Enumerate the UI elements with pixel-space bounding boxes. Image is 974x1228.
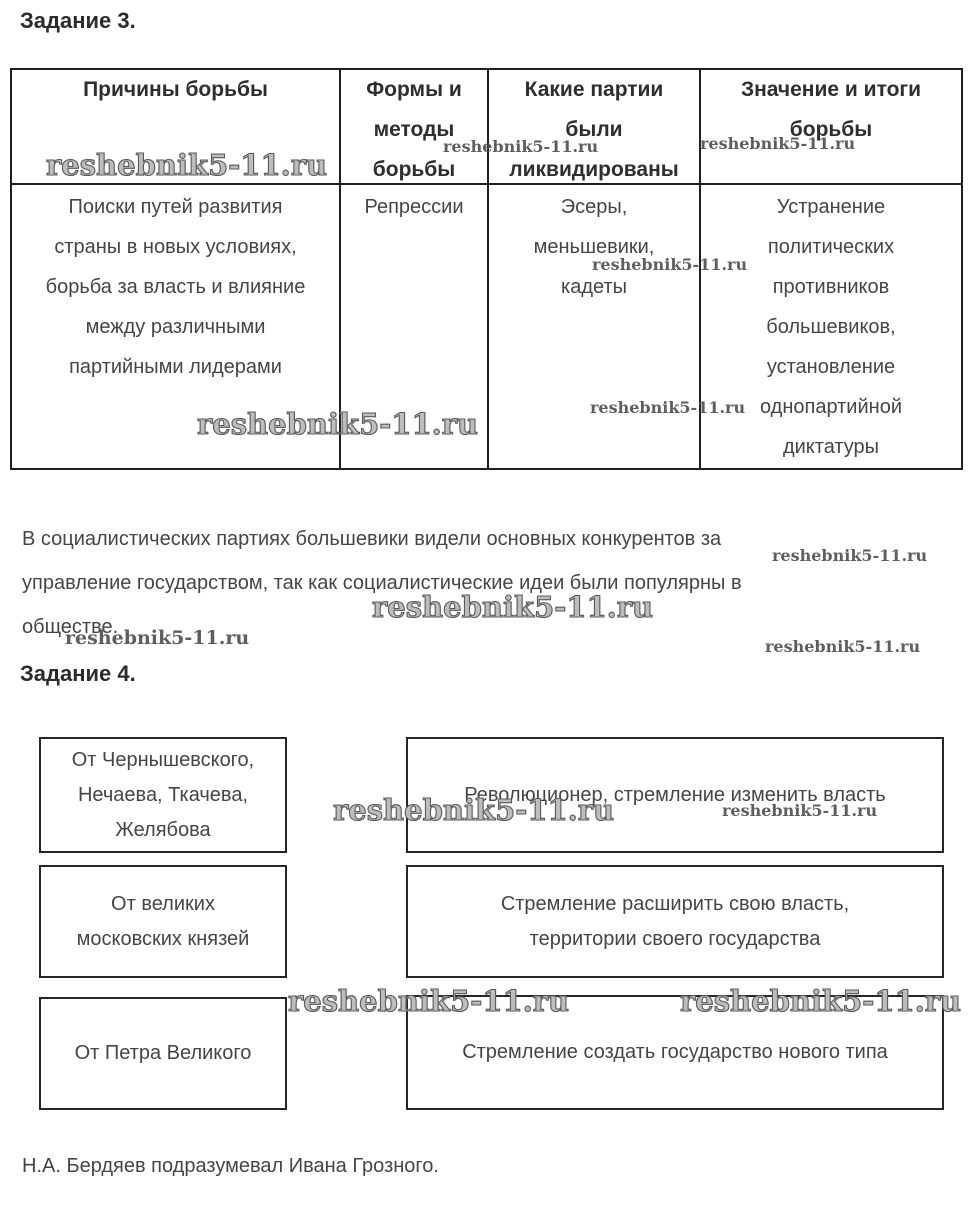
header-line: борьбы	[372, 158, 456, 181]
watermark: reshebnik5-11.ru	[288, 984, 570, 1018]
task4-heading: Задание 4.	[20, 661, 136, 686]
table-cell-reasons	[12, 185, 339, 468]
header-line: были	[565, 118, 623, 141]
cell-line: борьба за власть и влияние	[45, 276, 306, 298]
table-header-results	[699, 70, 961, 185]
table-header-forms-methods	[339, 70, 487, 185]
task3-heading: Задание 3.	[20, 8, 136, 33]
cell-line: диктатуры	[782, 436, 880, 458]
cell-line: партийными лидерами	[69, 356, 282, 378]
table-cell-forms-methods	[339, 185, 487, 468]
table-cell-parties	[487, 185, 699, 468]
watermark: reshebnik5-11.ru	[65, 627, 250, 649]
cell-line: противников	[772, 276, 890, 298]
box-line: Революционер, стремление изменить власть	[464, 783, 886, 806]
box-line: От Петра Великого	[74, 1042, 252, 1064]
cell-line: Репрессии	[364, 196, 464, 218]
header-line: Значение и итоги	[740, 78, 922, 101]
cell-line: меньшевики,	[533, 236, 655, 258]
task3-conclusion	[22, 517, 742, 649]
paragraph-line: управление государством, так как социалистические идеи были популярны в	[22, 572, 742, 594]
cell-line: политических	[767, 236, 895, 258]
watermark: reshebnik5-11.ru	[680, 984, 962, 1018]
header-line: Какие партии	[524, 78, 664, 101]
task4-left-box-princes	[39, 865, 287, 978]
watermark: reshebnik5-11.ru	[372, 590, 654, 624]
box-line: От Чернышевского,	[71, 748, 255, 771]
box-line: Стремление создать государство нового типа	[462, 1041, 888, 1063]
watermark: reshebnik5-11.ru	[197, 407, 479, 441]
cell-line: установление	[766, 356, 896, 378]
watermark: reshebnik5-11.ru	[700, 134, 856, 153]
box-line: московских князей	[76, 927, 250, 950]
header-line: Причины борьбы	[83, 78, 268, 101]
cell-line: между различными	[85, 316, 266, 338]
watermark: reshebnik5-11.ru	[46, 148, 328, 182]
paragraph-line: В социалистических партиях большевики видели основных конкурентов за	[22, 528, 722, 550]
box-line: Желябова	[115, 818, 211, 841]
watermark: reshebnik5-11.ru	[443, 137, 599, 156]
header-line: ликвидированы	[509, 158, 679, 181]
header-line: Формы и	[366, 78, 462, 101]
cell-line: Поиски путей развития	[68, 196, 283, 218]
watermark: reshebnik5-11.ru	[333, 793, 615, 827]
task3-table	[10, 68, 963, 470]
box-line: Стремление расширить свою власть,	[500, 892, 850, 915]
table-header-reasons	[12, 70, 339, 185]
task4-right-box-new-state	[406, 995, 944, 1110]
task4-right-box-revolutionary	[406, 737, 944, 853]
watermark: reshebnik5-11.ru	[722, 801, 878, 820]
box-line: От великих	[111, 892, 215, 915]
watermark: reshebnik5-11.ru	[592, 255, 748, 274]
cell-line: Эсеры,	[560, 196, 628, 218]
cell-line: однопартийной	[759, 396, 902, 418]
box-line: Нечаева, Ткачева,	[77, 783, 249, 806]
paragraph-line: обществе.	[22, 616, 119, 638]
table-header-parties	[487, 70, 699, 185]
task4-left-box-peter	[39, 997, 287, 1110]
watermark: reshebnik5-11.ru	[772, 546, 928, 565]
task4-right-box-expand-power	[406, 865, 944, 978]
header-line: борьбы	[789, 118, 873, 141]
task4-left-box-origins	[39, 737, 287, 853]
box-line: территории своего государства	[529, 927, 821, 950]
cell-line: страны в новых условиях,	[54, 236, 297, 258]
table-cell-results	[699, 185, 961, 468]
cell-line: большевиков,	[766, 316, 896, 338]
task4-answer: Н.А. Бердяев подразумевал Ивана Грозного.	[22, 1155, 439, 1177]
watermark: reshebnik5-11.ru	[765, 637, 921, 656]
cell-line: кадеты	[561, 276, 627, 298]
cell-line: Устранение	[776, 196, 886, 218]
watermark: reshebnik5-11.ru	[590, 398, 746, 417]
header-line: методы	[373, 118, 455, 141]
